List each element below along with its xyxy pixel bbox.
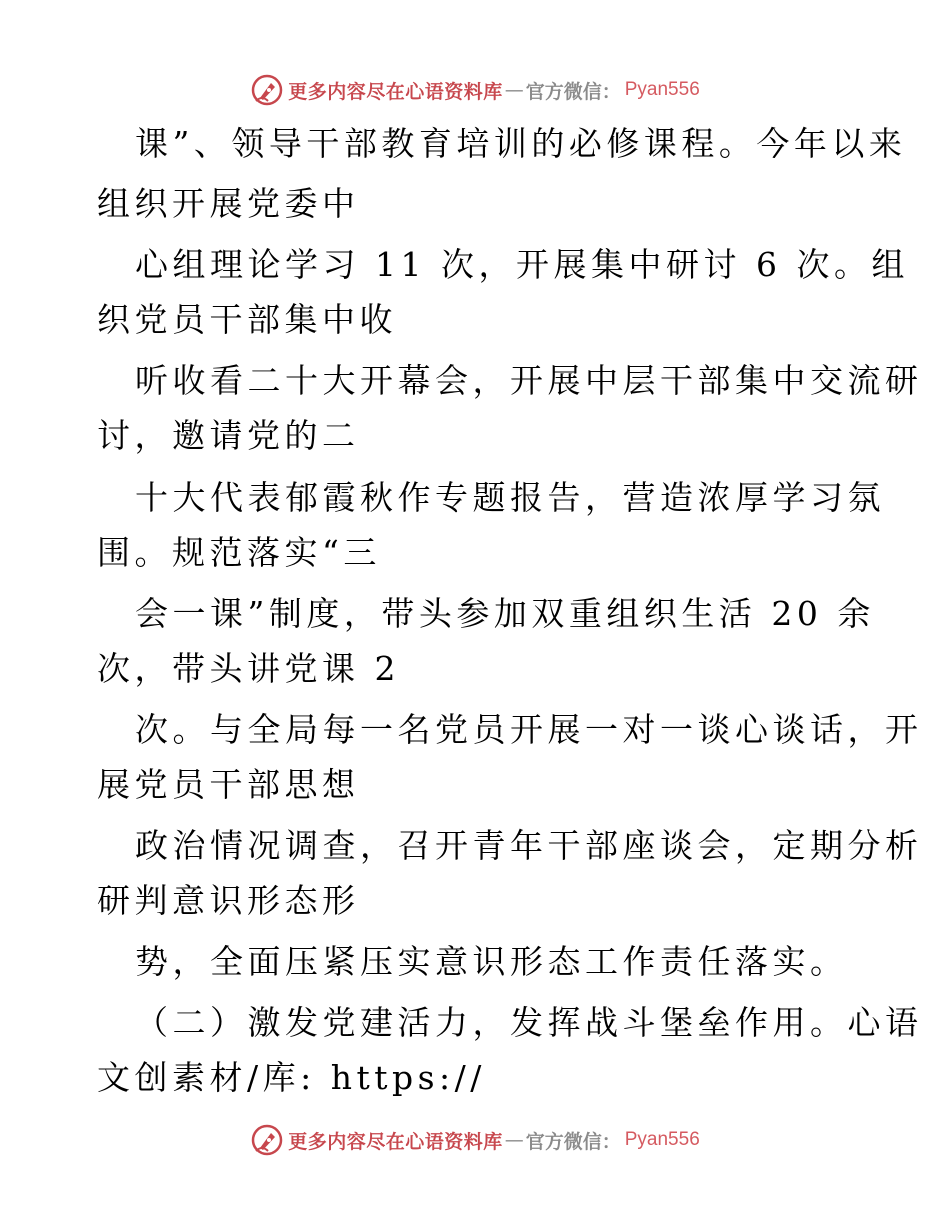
text-line: 次，带头讲党课 2 [97, 649, 400, 688]
text-line: 课”、领导干部教育培训的必修课程。今年以来 [135, 124, 907, 163]
footer-watermark [0, 1120, 950, 1160]
text-line: 听收看二十大开幕会，开展中层干部集中交流研 [135, 361, 923, 400]
text-line: 组织开展党委中 [97, 184, 360, 223]
pen-nib-logo-icon [250, 1123, 284, 1157]
watermark-wechat-id: Pyan556 [624, 1129, 700, 1150]
watermark-label: 官方微信： [525, 1130, 621, 1153]
text-line: 研判意识形态形 [97, 881, 360, 920]
watermark-brand-text: 更多内容尽在心语资料库 [288, 1130, 503, 1153]
text-line: 政治情况调查，召开青年干部座谈会，定期分析 [135, 826, 923, 865]
text-line: 十大代表郁霞秋作专题报告，营造浓厚学习氛 [135, 478, 885, 517]
text-line: 势，全面压紧压实意识形态工作责任落实。 [135, 942, 848, 981]
text-line: 展党员干部思想 [97, 765, 360, 804]
watermark-wechat-id: Pyan556 [624, 79, 700, 100]
text-line: 织党员干部集中收 [97, 300, 397, 339]
watermark-brand-text: 更多内容尽在心语资料库 [288, 80, 503, 103]
text-line: 讨，邀请党的二 [97, 416, 360, 455]
text-line: 围。规范落实“三 [97, 533, 381, 572]
text-line: 心组理论学习 11 次，开展集中研讨 6 次。组 [135, 245, 909, 284]
text-line: 文创素材/库: https:// [97, 1058, 486, 1097]
watermark-dash: — [504, 79, 524, 101]
text-line: 次。与全局每一名党员开展一对一谈心谈话，开 [135, 710, 923, 749]
section-heading: （二）激发党建活力，发挥战斗堡垒作用。心语 [135, 1003, 923, 1042]
watermark-dash: — [504, 1129, 524, 1151]
watermark-label: 官方微信： [525, 80, 621, 103]
text-line: 会一课”制度，带头参加双重组织生活 20 余 [135, 594, 875, 633]
